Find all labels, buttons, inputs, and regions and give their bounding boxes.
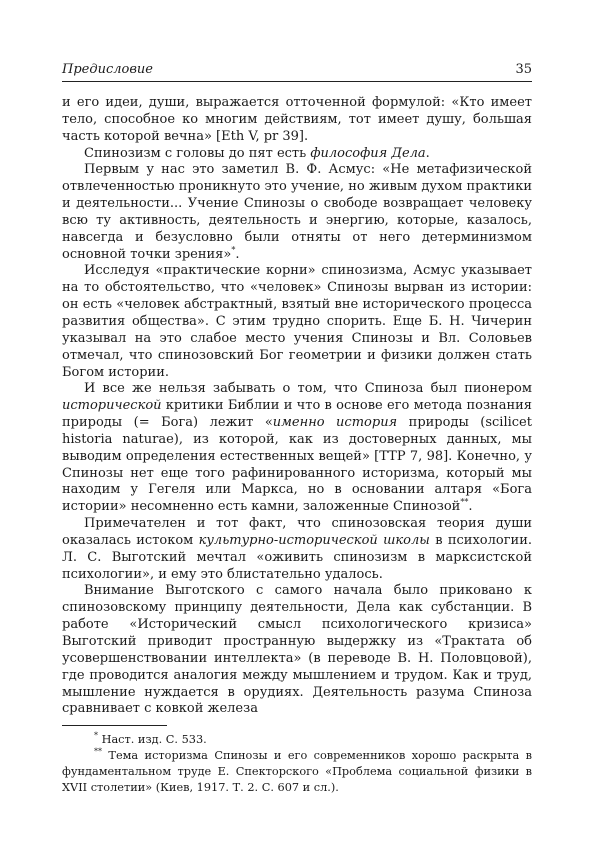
paragraph: [62, 516, 532, 583]
chapter-title: Предисловие: [62, 62, 153, 77]
text-run: и его идеи, души, выражается отточенной формулой: «Кто имеет тело, способное ко многим действиям, тот имеет душу, большая часть которой вечна» [Eth V, pr 39].: [62, 95, 532, 144]
text-run: .: [425, 145, 430, 161]
paragraph: [62, 95, 532, 146]
text-run: в психологии. Л. С. Выготский мечтал «оживить спинозизм в марксистской психологии», и ему это блистательно удалось.: [62, 532, 532, 582]
text-run: Спинозизм с головы до пят есть: [84, 145, 311, 161]
footnote-marker: **: [94, 747, 102, 757]
footnotes: [62, 725, 532, 796]
italic-text: именно история: [272, 415, 398, 431]
text-run: И все же нельзя забывать о том, что Спиноза был пионером: [84, 381, 532, 397]
text-run: Внимание Выготского с самого начала было приковано к спинозовскому принципу деятельности, Дела как субстанции. В работе «Исторический смысл психологического кризиса» Выготский приводит пространную выдержку из «Трактата об усовершенствовании интеллекта» (в переводе В. Н. Половцовой), где проводится аналогия между мышлением и трудом. Как и труд, мышление нуждается в орудиях. Деятельность разума Спиноза сравнивает с ковкой железа: [62, 583, 532, 717]
paragraph: [62, 381, 532, 516]
body-text: [62, 95, 532, 718]
book-page: [62, 62, 532, 794]
footnote-marker: *: [94, 731, 98, 741]
text-run: .: [235, 246, 240, 262]
footnote-ref: **: [460, 497, 469, 507]
footnote-list: [62, 732, 532, 796]
italic-text: философия Дела: [310, 145, 426, 161]
italic-text: культурно-исторической школы: [198, 532, 430, 548]
paragraph: [62, 162, 532, 263]
italic-text: исторической: [62, 398, 162, 414]
text-run: Примечателен и тот факт, что спинозовская теория души оказалась истоком: [62, 516, 532, 548]
paragraph: [62, 583, 532, 718]
text-run: природы (scilicet historia naturae), из которой, как из достоверных данных, мы выводим определения естественных вещей» [TTP 7, 98]. Конечно, у Спинозы нет еще того рафинированного историзма, который мы находим у Гегеля или Маркса, но в основании алтаря «Бога истории» несомненно есть камни, заложенные Спинозой: [62, 415, 532, 515]
footnote-ref: *: [231, 245, 236, 255]
page-number: 35: [515, 62, 532, 77]
running-header: [62, 62, 532, 82]
text-run: Исследуя «практические корни» спинозизма, Асмус указывает на то обстоятельство, что «человек» Спинозы вырван из истории: он есть «человек абстрактный, взятый вне исторического процесса развития общества». С этим трудно спорить. Еще Б. Н. Чичерин указывал на это слабое место учения Спинозы и Вл. Соловьев отмечал, что спинозовский Бог геометрии и физики должен стать Богом истории.: [62, 263, 532, 380]
footnote-text: Наст. изд. С. 533.: [98, 733, 207, 746]
footnote-rule: [62, 725, 167, 726]
text-run: Первым у нас это заметил В. Ф. Асмус: «Не метафизической отвлеченностью проникнуто это учение, но живым духом практики и деятельности... Учение Спинозы о свободе возвращает человеку всю ту активность, деятельность и энергию, которые, казалось, навсегда и безусловно были отняты от него детерминизмом основной точки зрения»: [62, 162, 532, 262]
paragraph: [62, 263, 532, 381]
text-run: критики Библии и что в основе его метода познания природы (= Бога) лежит «: [62, 398, 532, 431]
paragraph: [62, 146, 532, 163]
footnote: [62, 748, 532, 796]
footnote: [62, 732, 532, 748]
text-run: .: [468, 499, 473, 515]
footnote-text: Тема историзма Спинозы и его современников хорошо раскрыта в фундаментальном труде Е. Спекторского «Проблема социальной физики в XVII столетии» (Киев, 1917. Т. 2. С. 607 и сл.).: [62, 749, 532, 794]
